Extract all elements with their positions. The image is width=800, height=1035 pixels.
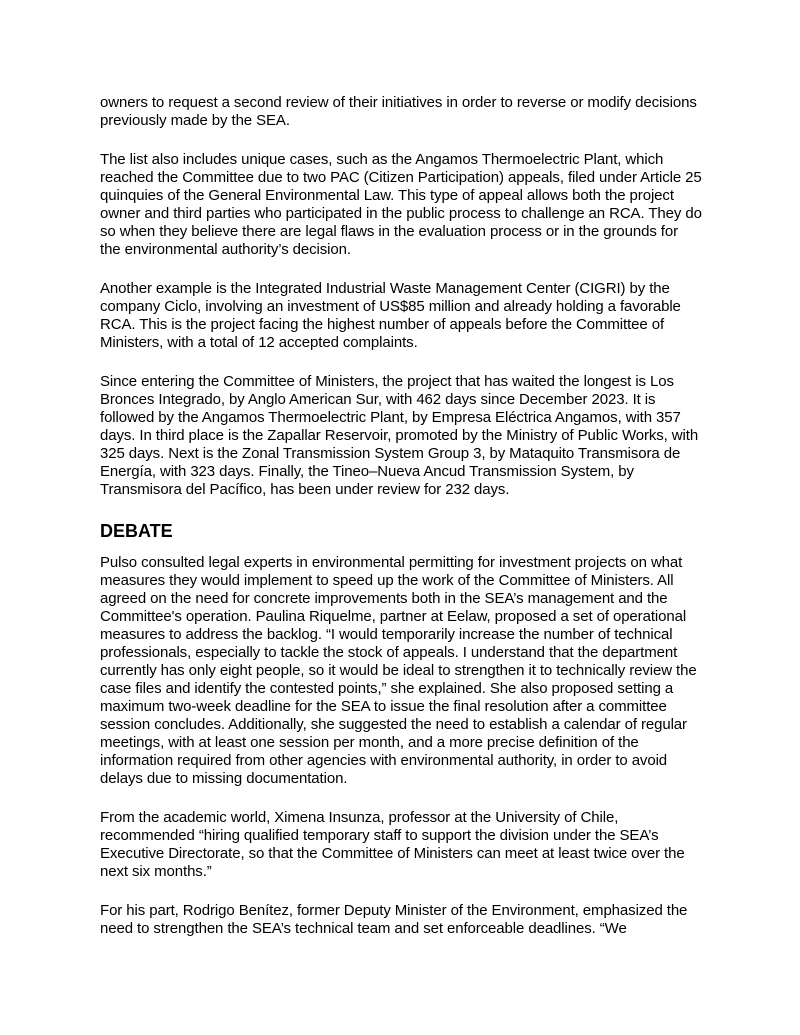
- paragraph-legal-experts: Pulso consulted legal experts in environmental permitting for investment projects on what measures they would implement to speed up the work of the Committee of Ministers. All agreed on the need for concrete improvements both in the SEA’s management and the Committee's operation. Paulina Riquelme, partner at Eelaw, proposed a set of operational measures to address the backlog. “I would temporarily increase the number of technical professionals, especially to tackle the stock of appeals. I understand that the department currently has only eight people, so it would be ideal to strengthen it to technically review the case files and identify the contested points,” she explained. She also proposed setting a maximum two-week deadline for the SEA to issue the final resolution after a committee session concludes. Additionally, she suggested the need to establish a calendar of regular meetings, with at least one session per month, and a more precise definition of the information required from other agencies with environmental authority, in order to avoid delays due to missing documentation.: [100, 554, 697, 787]
- article-body: [100, 94, 702, 959]
- paragraph-cigri-example: Another example is the Integrated Industrial Waste Management Center (CIGRI) by the company Ciclo, involving an investment of US$85 million and already holding a favorable RCA. This is the project facing the highest number of appeals before the Committee of Ministers, with a total of 12 accepted complaints.: [100, 280, 681, 351]
- paragraph-academic-view: From the academic world, Ximena Insunza, professor at the University of Chile, recommended “hiring qualified temporary staff to support the division under the SEA’s Executive Directorate, so that the Committee of Ministers can meet at least twice over the next six months.”: [100, 809, 685, 880]
- paragraph-second-review: owners to request a second review of their initiatives in order to reverse or modify decisions previously made by the SEA.: [100, 94, 697, 129]
- section-heading-debate: DEBATE: [100, 521, 173, 541]
- paragraph-former-deputy-minister: For his part, Rodrigo Benítez, former Deputy Minister of the Environment, emphasized the need to strengthen the SEA’s technical team and set enforceable deadlines. “We: [100, 902, 688, 937]
- paragraph-waiting-times: Since entering the Committee of Ministers, the project that has waited the longest is Los Bronces Integrado, by Anglo American Sur, with 462 days since December 2023. It is followed by the Angamos Thermoelectric Plant, by Empresa Eléctrica Angamos, with 357 days. In third place is the Zapallar Reservoir, promoted by the Ministry of Public Works, with 325 days. Next is the Zonal Transmission System Group 3, by Mataquito Transmisora de Energía, with 323 days. Finally, the Tineo–Nueva Ancud Transmission System, by Transmisora del Pacífico, has been under review for 232 days.: [100, 373, 699, 498]
- paragraph-unique-cases: The list also includes unique cases, such as the Angamos Thermoelectric Plant, which reached the Committee due to two PAC (Citizen Participation) appeals, filed under Article 25 quinquies of the General Environmental Law. This type of appeal allows both the project owner and third parties who participated in the public process to challenge an RCA. They do so when they believe there are legal flaws in the evaluation process or in the grounds for the environmental authority’s decision.: [100, 151, 702, 258]
